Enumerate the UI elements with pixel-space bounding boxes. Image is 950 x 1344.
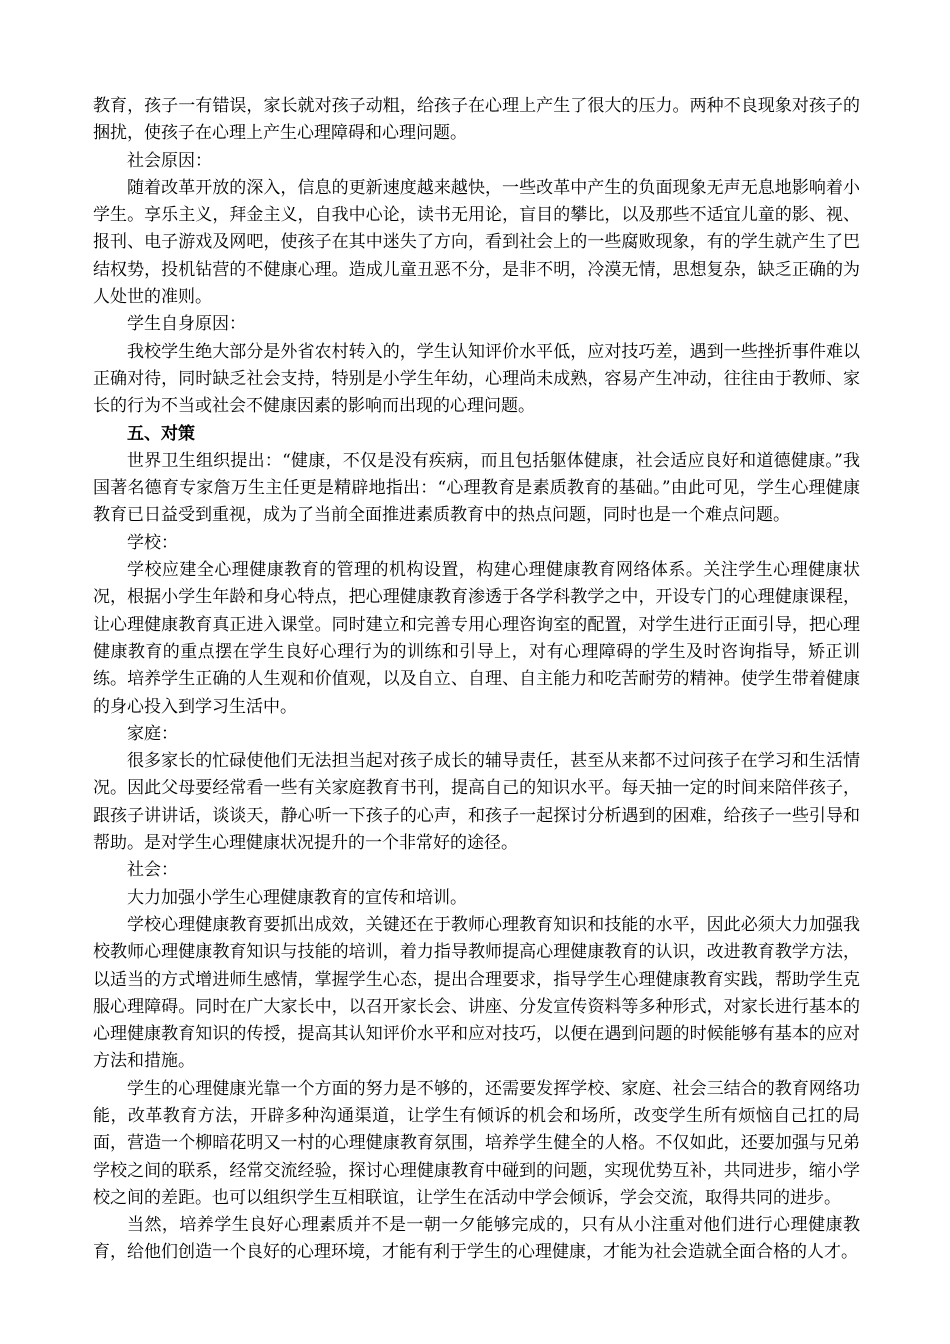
label-school: 学校： bbox=[127, 532, 178, 553]
paragraph-student-causes: 我校学生绝大部分是外省农村转入的，学生认知评价水平低，应对技巧差，遇到一些挫折事件难以正确对待，同时缺乏社会支持，特别是小学生年幼，心理尚未成熟，容易产生冲动，往往由于教师、家长的行为不当或社会不健康因素的影响而出现的心理问题。 bbox=[93, 341, 860, 417]
label-family: 家庭： bbox=[127, 723, 178, 744]
paragraph-family: 很多家长的忙碌使他们无法担当起对孩子成长的辅导责任，甚至从来都不过问孩子在学习和生活情况。因此父母要经常看一些有关家庭教育书刊，提高自己的知识水平。每天抽一定的时间来陪伴孩子，跟孩子讲讲话，谈谈天，静心听一下孩子的心声，和孩子一起探讨分析遇到的困难，给孩子一些引导和帮助。是对学生心理健康状况提升的一个非常好的途径。 bbox=[93, 751, 860, 854]
paragraph-conclusion: 当然，培养学生良好心理素质并不是一朝一夕能够完成的，只有从小注重对他们进行心理健康教育，给他们创造一个良好的心理环境，才能有利于学生的心理健康，才能为社会造就全面合格的人才。 bbox=[93, 1215, 860, 1263]
paragraph-intro-continuation: 教育，孩子一有错误，家长就对孩子动粗，给孩子在心理上产生了很大的压力。两种不良现象对孩子的捆扰，使孩子在心理上产生心理障碍和心理问题。 bbox=[93, 96, 860, 144]
document-page bbox=[93, 93, 860, 1267]
label-society: 社会： bbox=[127, 860, 178, 881]
paragraph-three-combined: 学生的心理健康光靠一个方面的努力是不够的，还需要发挥学校、家庭、社会三结合的教育网络功能，改革教育方法，开辟多种沟通渠道，让学生有倾诉的机会和场所，改变学生所有烦恼自己扛的局面，营造一个柳暗花明又一村的心理健康教育氛围，培养学生健全的人格。不仅如此，还要加强与兄弟学校之间的联系，经常交流经验，探讨心理健康教育中碰到的问题，实现优势互补，共同进步，缩小学校之间的差距。也可以组织学生互相联谊，让学生在活动中学会倾诉，学会交流，取得共同的进步。 bbox=[93, 1078, 860, 1208]
label-student-causes: 学生自身原因： bbox=[127, 314, 246, 335]
paragraph-society-lead: 大力加强小学生心理健康教育的宣传和培训。 bbox=[127, 887, 467, 908]
paragraph-teacher-training: 学校心理健康教育要抓出成效，关键还在于教师心理教育知识和技能的水平，因此必须大力加强我校教师心理健康教育知识与技能的培训，着力指导教师提高心理健康教育的认识，改进教育教学方法，以适当的方式增进师生感情，掌握学生心态，提出合理要求，指导学生心理健康教育实践，帮助学生克服心理障碍。同时在广大家长中，以召开家长会、讲座、分发宣传资料等多种形式，对家长进行基本的心理健康教育知识的传授，提高其认知评价水平和应对技巧，以便在遇到问题的时候能够有基本的应对方法和措施。 bbox=[93, 914, 860, 1072]
section-heading-countermeasures: 五、对策 bbox=[127, 423, 195, 444]
paragraph-social-causes: 随着改革开放的深入，信息的更新速度越来越快，一些改革中产生的负面现象无声无息地影响着小学生。享乐主义，拜金主义，自我中心论，读书无用论，盲目的攀比，以及那些不适宜儿童的影、视、报刊、电子游戏及网吧，使孩子在其中迷失了方向，看到社会上的一些腐败现象，有的学生就产生了巴结权势，投机钻营的不健康心理。造成儿童丑恶不分，是非不明，冷漠无情，思想复杂，缺乏正确的为人处世的准则。 bbox=[93, 177, 860, 308]
paragraph-school: 学校应建全心理健康教育的管理的机构设置，构建心理健康教育网络体系。关注学生心理健康状况，根据小学生年龄和身心特点，把心理健康教育渗透于各学科教学之中，开设专门的心理健康课程，让心理健康教育真正进入课堂。同时建立和完善专用心理咨询室的配置，对学生进行正面引导，把心理健康教育的重点摆在学生良好心理行为的训练和引导上，对有心理障碍的学生及时咨询指导，矫正训练。培养学生正确的人生观和价值观，以及自立、自理、自主能力和吃苦耐劳的精神。使学生带着健康的身心投入到学习生活中。 bbox=[93, 560, 860, 717]
paragraph-who-quote: 世界卫生组织提出：“健康，不仅是没有疾病，而且包括躯体健康，社会适应良好和道德健康。”我国著名德育专家詹万生主任更是精辟地指出：“心理教育是素质教育的基础。”由此可见，学生心理健康教育已日益受到重视，成为了当前全面推进素质教育中的热点问题，同时也是一个难点问题。 bbox=[93, 450, 860, 526]
label-social-causes: 社会原因： bbox=[127, 150, 212, 171]
